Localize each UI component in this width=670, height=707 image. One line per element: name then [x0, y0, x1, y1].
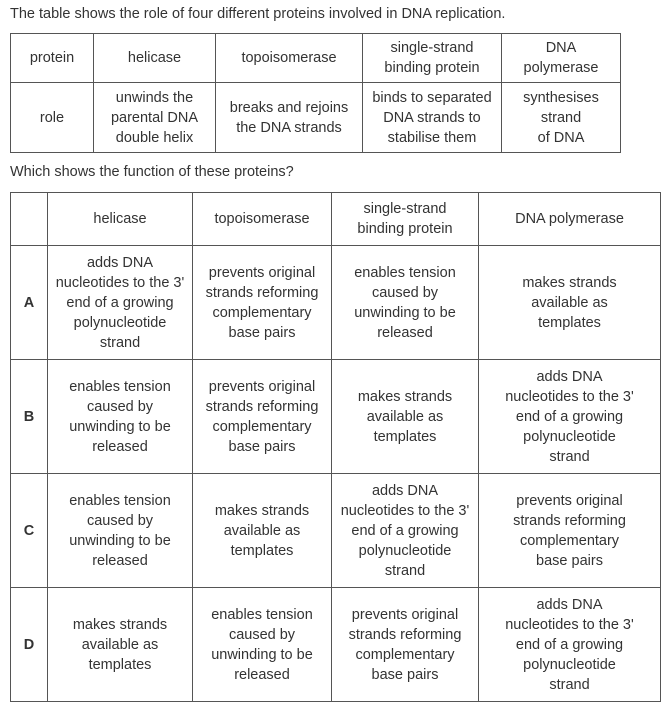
- option-a-topoisomerase: prevents original strands reforming complementary base pairs: [193, 246, 332, 360]
- option-c-helicase: enables tension caused by unwinding to be released: [48, 474, 193, 588]
- options-header-row: [11, 193, 661, 246]
- role-table-header-protein: protein: [11, 34, 94, 83]
- option-a-polymerase: makes strands available as templates: [479, 246, 661, 360]
- option-label-b[interactable]: B: [11, 360, 48, 474]
- role-polymerase: synthesises strand of DNA: [502, 83, 621, 153]
- option-d-ssb: prevents original strands reforming complementary base pairs: [332, 588, 479, 702]
- role-table-header-topoisomerase: topoisomerase: [216, 34, 363, 83]
- role-table-label: role: [11, 83, 94, 153]
- role-table-row: [11, 83, 621, 153]
- role-table-header-row: [11, 34, 621, 83]
- option-b-helicase: enables tension caused by unwinding to be released: [48, 360, 193, 474]
- options-table: [10, 192, 661, 702]
- role-table-header-polymerase: DNA polymerase: [502, 34, 621, 83]
- role-table: [10, 33, 621, 153]
- option-row-c[interactable]: [11, 474, 661, 588]
- option-row-d[interactable]: [11, 588, 661, 702]
- option-a-helicase: adds DNA nucleotides to the 3' end of a growing polynucleotide strand: [48, 246, 193, 360]
- options-header-ssb: single-strand binding protein: [332, 193, 479, 246]
- option-d-topoisomerase: enables tension caused by unwinding to be released: [193, 588, 332, 702]
- role-ssb: binds to separated DNA strands to stabilise them: [363, 83, 502, 153]
- option-d-helicase: makes strands available as templates: [48, 588, 193, 702]
- intro-text: The table shows the role of four different proteins involved in DNA replication.: [10, 6, 506, 22]
- options-header-polymerase: DNA polymerase: [479, 193, 661, 246]
- option-label-a[interactable]: A: [11, 246, 48, 360]
- option-row-b[interactable]: [11, 360, 661, 474]
- option-c-ssb: adds DNA nucleotides to the 3' end of a growing polynucleotide strand: [332, 474, 479, 588]
- option-d-polymerase: adds DNA nucleotides to the 3' end of a growing polynucleotide strand: [479, 588, 661, 702]
- option-c-polymerase: prevents original strands reforming complementary base pairs: [479, 474, 661, 588]
- option-row-a[interactable]: [11, 246, 661, 360]
- option-b-polymerase: adds DNA nucleotides to the 3' end of a growing polynucleotide strand: [479, 360, 661, 474]
- option-b-ssb: makes strands available as templates: [332, 360, 479, 474]
- role-topoisomerase: breaks and rejoins the DNA strands: [216, 83, 363, 153]
- option-a-ssb: enables tension caused by unwinding to be released: [332, 246, 479, 360]
- options-header-topoisomerase: topoisomerase: [193, 193, 332, 246]
- option-label-d[interactable]: D: [11, 588, 48, 702]
- question-text: Which shows the function of these proteins?: [10, 164, 294, 180]
- role-table-header-ssb: single-strand binding protein: [363, 34, 502, 83]
- role-table-header-helicase: helicase: [94, 34, 216, 83]
- option-c-topoisomerase: makes strands available as templates: [193, 474, 332, 588]
- role-helicase: unwinds the parental DNA double helix: [94, 83, 216, 153]
- option-b-topoisomerase: prevents original strands reforming complementary base pairs: [193, 360, 332, 474]
- option-label-c[interactable]: C: [11, 474, 48, 588]
- options-header-empty: [11, 193, 48, 246]
- options-header-helicase: helicase: [48, 193, 193, 246]
